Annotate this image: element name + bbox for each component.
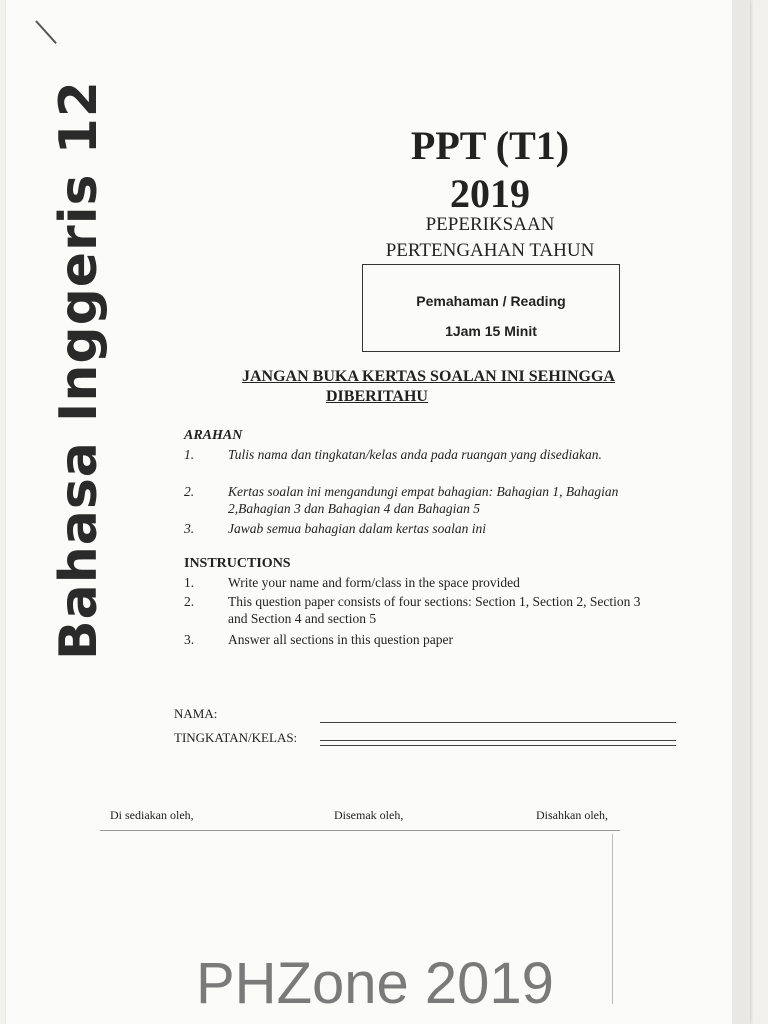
item-text: Write your name and form/class in the space provided bbox=[228, 575, 520, 590]
prepared-by-label: Di sediakan oleh, bbox=[110, 808, 194, 822]
instructions-heading: INSTRUCTIONS bbox=[184, 556, 291, 571]
checked-by-label: Disemak oleh, bbox=[334, 808, 404, 822]
name-label: NAMA: bbox=[174, 706, 218, 721]
class-label: TINGKATAN/KELAS: bbox=[174, 730, 298, 745]
item-number: 3. bbox=[184, 632, 195, 647]
watermark: PHZone 2019 bbox=[196, 951, 554, 1016]
exam-name-line-2: PERTENGAHAN TAHUN bbox=[385, 240, 595, 261]
item-text: Answer all sections in this question paper bbox=[228, 632, 453, 647]
item-number: 2. bbox=[184, 484, 195, 499]
instructions-item-2 bbox=[184, 593, 654, 627]
name-field-line[interactable] bbox=[320, 722, 676, 723]
exam-year: 2019 bbox=[450, 171, 530, 216]
item-number: 1. bbox=[184, 447, 195, 462]
item-text: Jawab semua bahagian dalam kertas soalan ini bbox=[228, 521, 486, 536]
exam-code: PPT (T1) bbox=[410, 123, 570, 168]
warning-notice bbox=[242, 368, 662, 406]
item-text: This question paper consists of four sections: Section 1, Section 2, Section 3 and Section 4 and section 5 bbox=[228, 594, 641, 626]
side-title: Bahasa Inggeris 12 bbox=[49, 80, 109, 660]
class-field-line[interactable] bbox=[320, 740, 676, 746]
arahan-item-2 bbox=[184, 483, 654, 517]
paper-edge bbox=[732, 0, 750, 1024]
warning-line-1: JANGAN BUKA KERTAS SOALAN INI SEHINGGA bbox=[242, 368, 615, 385]
exam-name-line-1: PEPERIKSAAN bbox=[425, 214, 555, 235]
instructions-item-3 bbox=[184, 631, 654, 648]
arahan-heading: ARAHAN bbox=[184, 428, 243, 443]
paper-subject: Pemahaman / Reading bbox=[416, 293, 566, 309]
instructions-item-1 bbox=[184, 574, 654, 591]
warning-line-2: DIBERITAHU bbox=[326, 388, 428, 405]
item-number: 1. bbox=[184, 575, 195, 590]
paper-info-box bbox=[362, 264, 620, 352]
signature-divider bbox=[100, 830, 620, 831]
arahan-item-3 bbox=[184, 520, 654, 537]
item-text: Kertas soalan ini mengandungi empat bahagian: Bahagian 1, Bahagian 2,Bahagian 3 dan Bahagian 4 dan Bahagian 5 bbox=[228, 484, 619, 516]
approved-by-label: Disahkan oleh, bbox=[536, 808, 608, 822]
arahan-item-1 bbox=[184, 446, 654, 463]
paper-duration: 1Jam 15 Minit bbox=[445, 323, 537, 339]
item-number: 2. bbox=[184, 594, 195, 609]
item-text: Tulis nama dan tingkatan/kelas anda pada ruangan yang disediakan. bbox=[228, 447, 602, 462]
item-number: 3. bbox=[184, 521, 195, 536]
